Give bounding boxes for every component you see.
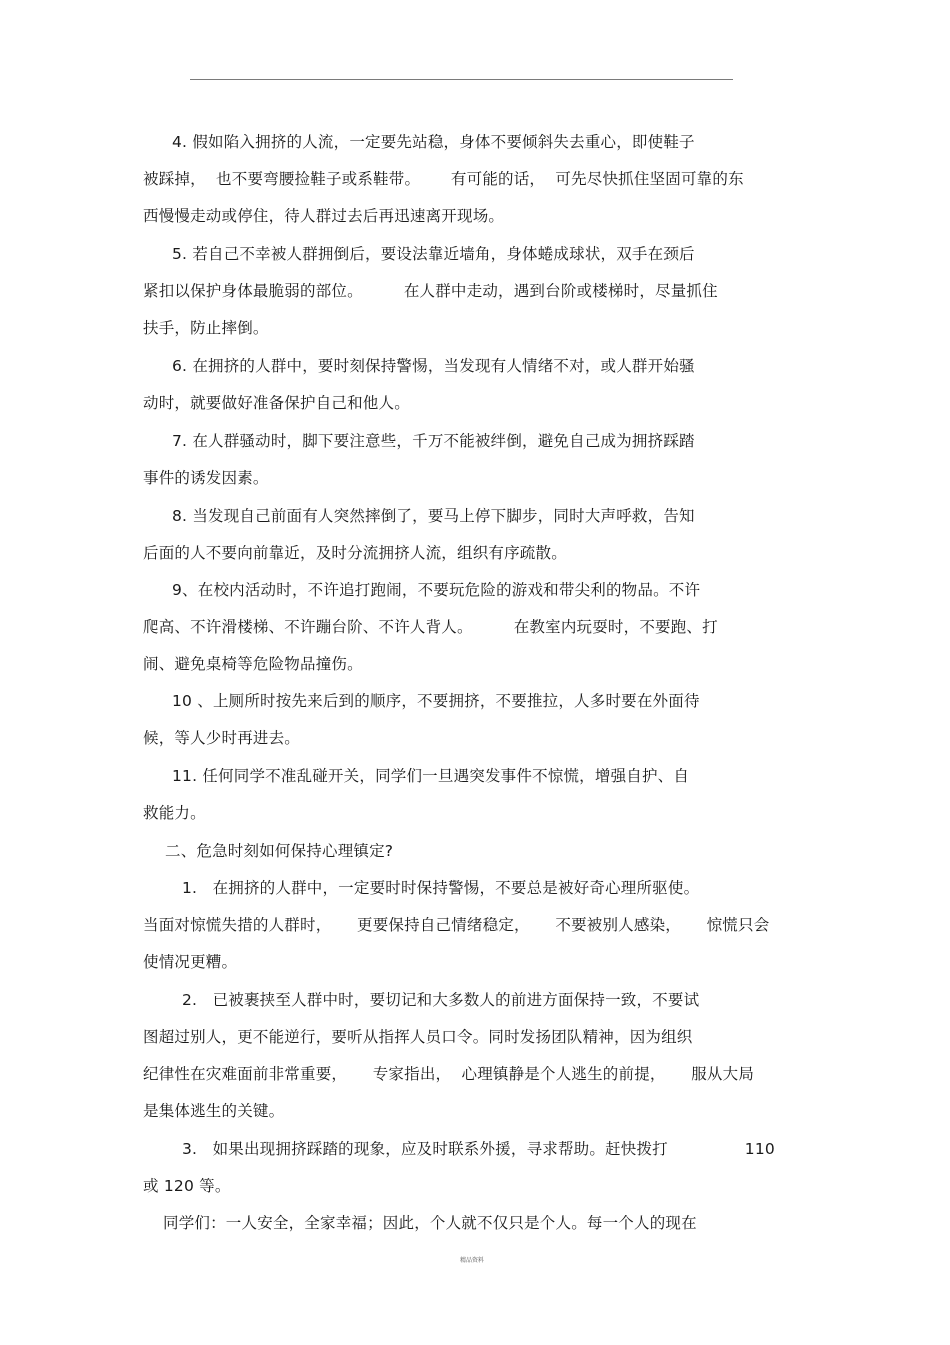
text-line: 后面的人不要向前靠近，及时分流拥挤人流，组织有序疏散。 <box>143 544 567 562</box>
text-line: 4. 假如陷入拥挤的人流，一定要先站稳，身体不要倾斜失去重心，即使鞋子 <box>172 133 695 151</box>
text-line: 爬高、不许滑楼梯、不许蹦台阶、不许人背人。 在教室内玩耍时，不要跑、打 <box>143 618 718 636</box>
text-line: 11. 任何同学不准乱碰开关，同学们一旦遇突发事件不惊慌，增强自护、自 <box>172 767 690 785</box>
text-line: 2. 已被裹挟至人群中时，要切记和大多数人的前进方面保持一致，不要试 <box>182 991 700 1009</box>
text-line: 3. 如果出现拥挤踩踏的现象，应及时联系外援，寻求帮助。赶快拨打 110 <box>182 1140 775 1158</box>
text-line: 事件的诱发因素。 <box>143 469 269 487</box>
text-line: 或 120 等。 <box>143 1177 231 1195</box>
text-line: 8. 当发现自己前面有人突然摔倒了，要马上停下脚步，同时大声呼救，告知 <box>172 507 695 525</box>
text-line: 6. 在拥挤的人群中，要时刻保持警惕，当发现有人情绪不对，或人群开始骚 <box>172 357 695 375</box>
text-line: 5. 若自己不幸被人群拥倒后，要设法靠近墙角，身体蜷成球状，双手在颈后 <box>172 245 695 263</box>
text-line: 西慢慢走动或停住，待人群过去后再迅速离开现场。 <box>143 207 505 225</box>
text-line: 候，等人少时再进去。 <box>143 729 301 747</box>
text-line: 9、在校内活动时，不许追打跑闹，不要玩危险的游戏和带尖利的物品。不许 <box>172 581 701 599</box>
section-heading: 二、危急时刻如何保持心理镇定? <box>165 842 394 860</box>
text-line: 7. 在人群骚动时，脚下要注意些，千万不能被绊倒，避免自己成为拥挤踩踏 <box>172 432 695 450</box>
text-line: 紧扣以保护身体最脆弱的部位。 在人群中走动，遇到台阶或楼梯时，尽量抓住 <box>143 282 718 300</box>
text-line: 当面对惊慌失措的人群时， 更要保持自己情绪稳定， 不要被别人感染， 惊慌只会 <box>143 916 770 934</box>
text-line: 纪律性在灾难面前非常重要， 专家指出， 心理镇静是个人逃生的前提， 服从大局 <box>143 1065 755 1083</box>
text-line: 10 、上厕所时按先来后到的顺序，不要拥挤，不要推拉，人多时要在外面待 <box>172 692 700 710</box>
text-line: 闹、避免桌椅等危险物品撞伤。 <box>143 655 363 673</box>
text-line: 1. 在拥挤的人群中，一定要时时保持警惕，不要总是被好奇心理所驱使。 <box>182 879 700 897</box>
header-rule <box>190 79 733 80</box>
text-line: 同学们：一人安全，全家幸福；因此，个人就不仅只是个人。每一个人的现在 <box>163 1214 697 1232</box>
text-line: 救能力。 <box>143 804 206 822</box>
text-line: 图超过别人，更不能逆行，要听从指挥人员口令。同时发扬团队精神，因为组织 <box>143 1028 693 1046</box>
text-line: 是集体逃生的关键。 <box>143 1102 285 1120</box>
text-line: 被踩掉， 也不要弯腰捡鞋子或系鞋带。 有可能的话， 可先尽快抓住坚固可靠的东 <box>143 170 744 188</box>
page-footer: 精品资料 <box>460 1257 485 1264</box>
text-line: 扶手，防止摔倒。 <box>143 319 269 337</box>
text-line: 动时，就要做好准备保护自己和他人。 <box>143 394 410 412</box>
text-line: 使情况更糟。 <box>143 953 238 971</box>
